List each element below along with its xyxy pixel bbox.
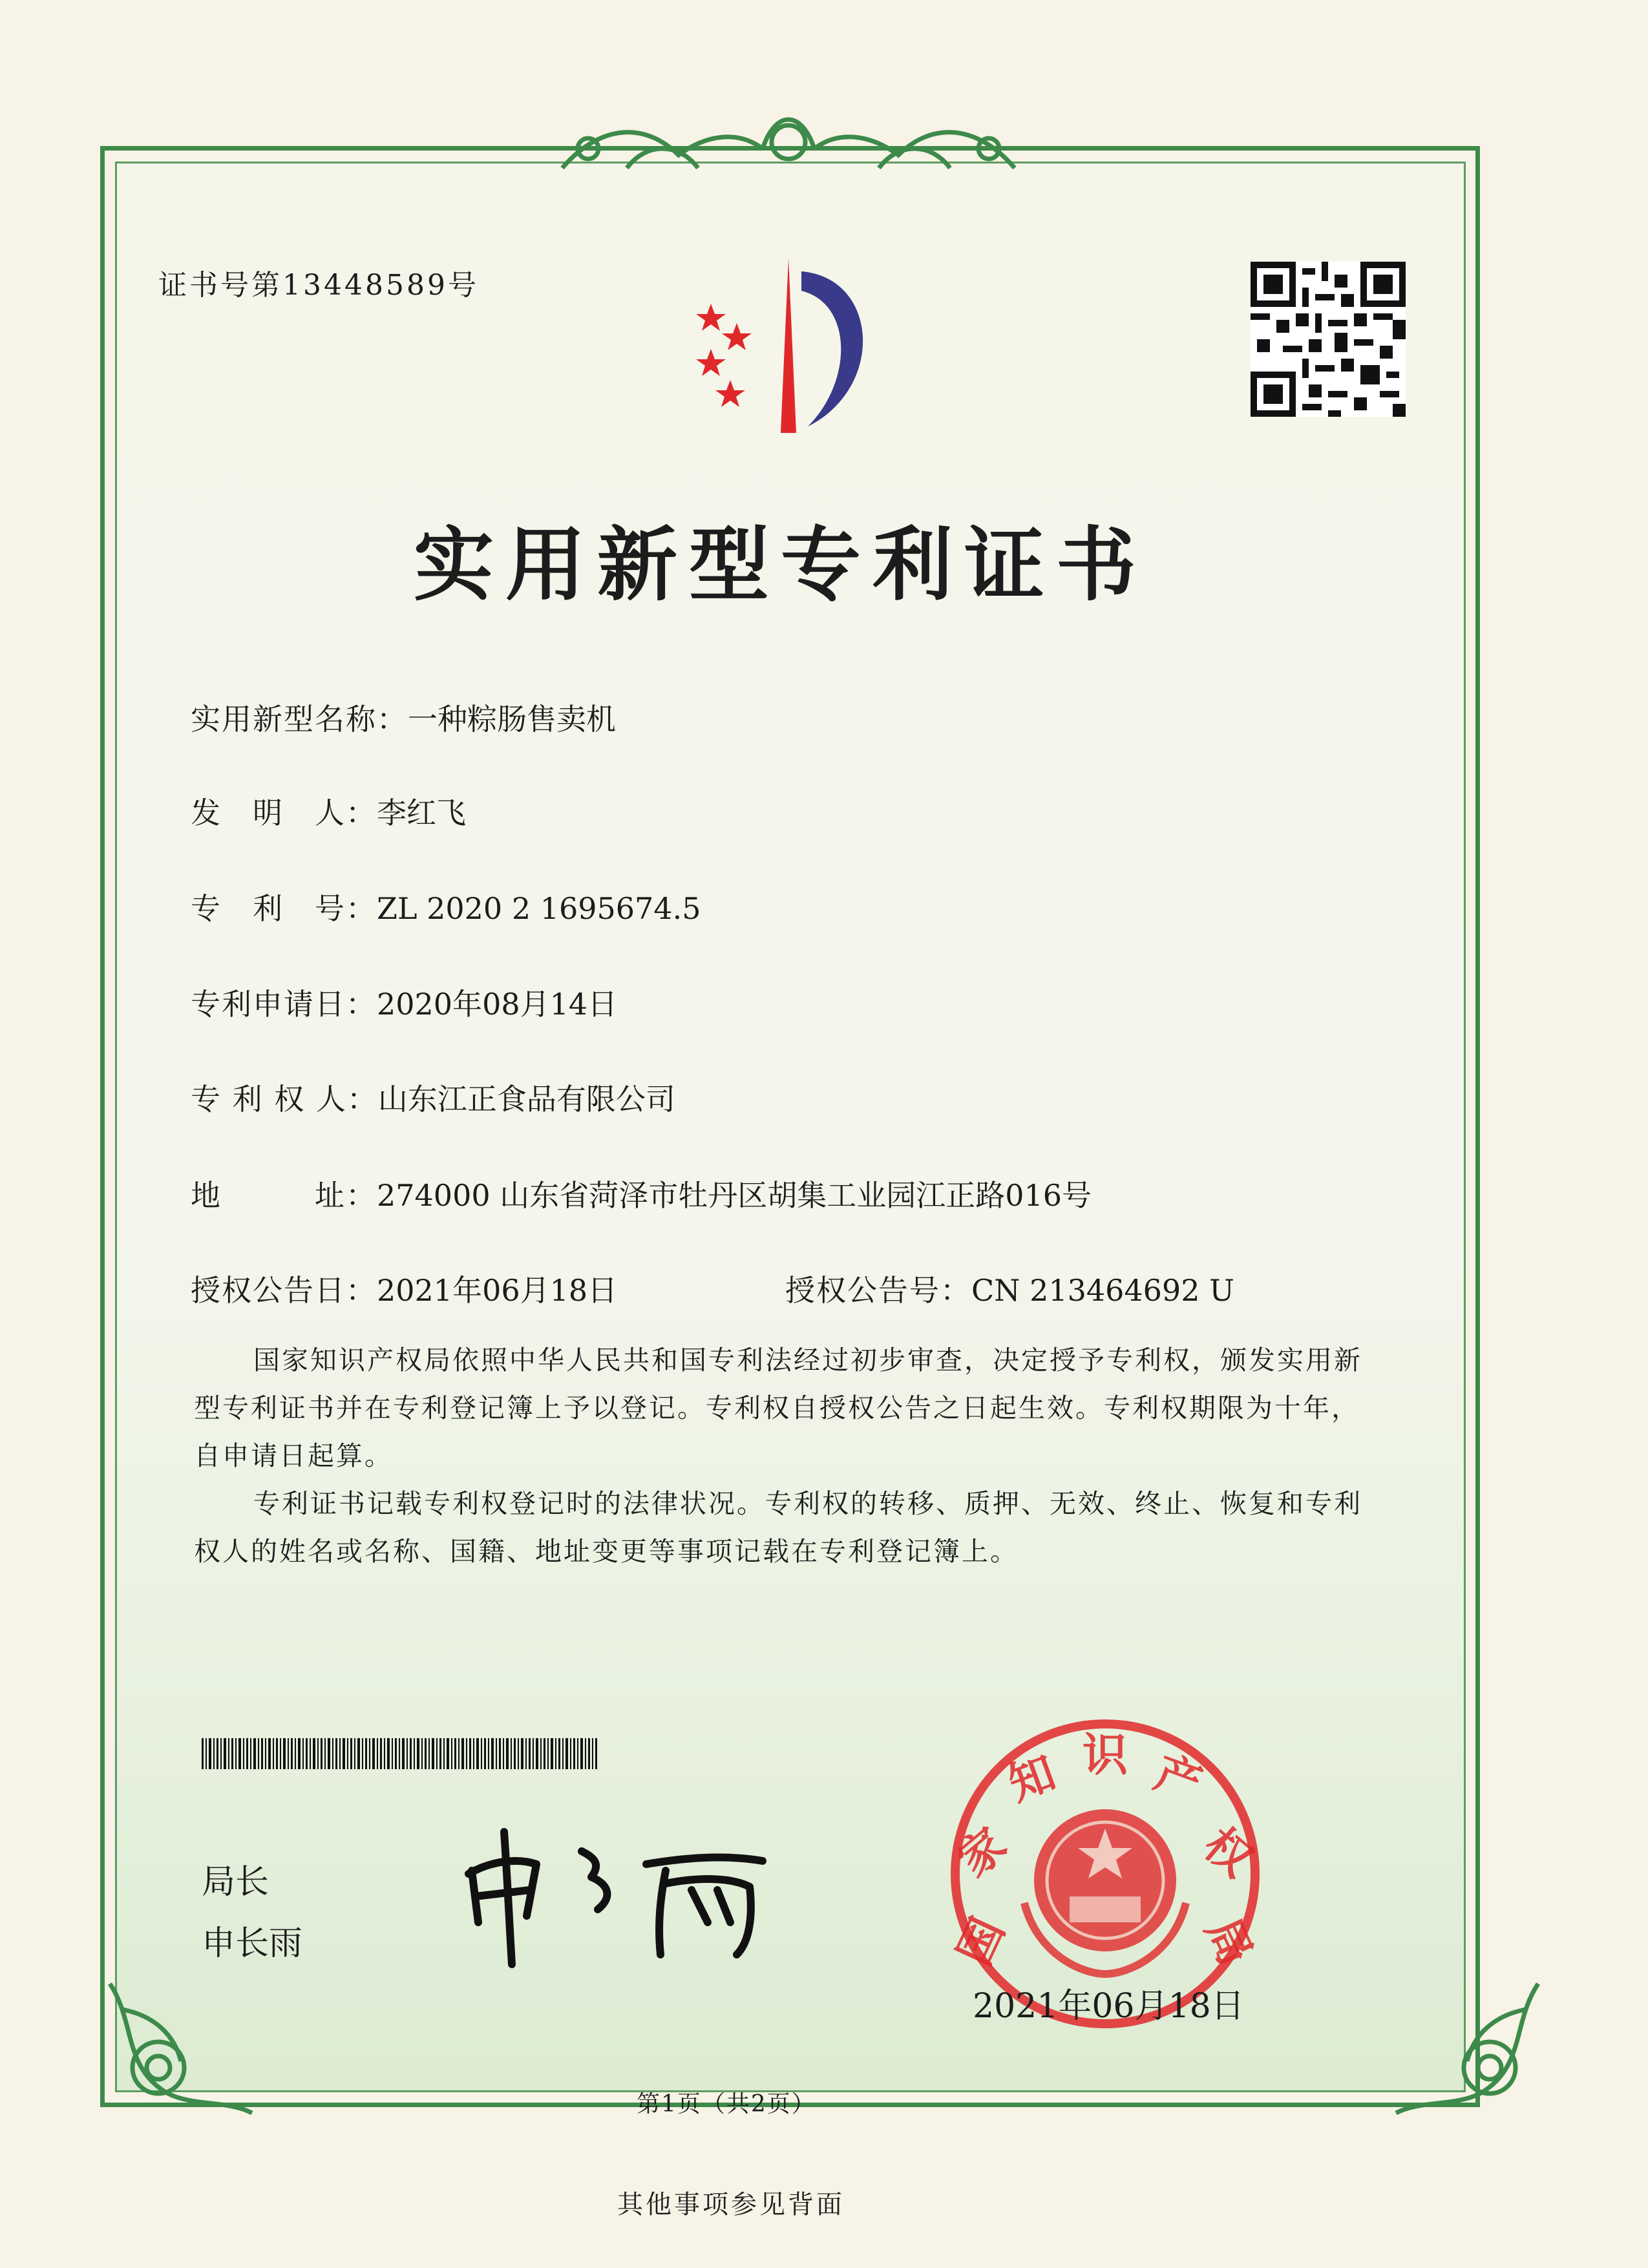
field-label: 授权公告日：	[191, 1273, 377, 1308]
field-label: 专 利 号：	[191, 891, 377, 926]
body-paragraph: 国家知识产权局依照中华人民共和国专利法经过初步审查，决定授予专利权，颁发实用新型专利证书并在专利登记簿上予以登记。专利权自授权公告之日起生效。专利权期限为十年，自申请日起算。	[194, 1345, 1362, 1471]
field-value: 2020年08月14日	[377, 987, 618, 1022]
address-row	[191, 1172, 1092, 1215]
field-label: 发 明 人：	[191, 795, 377, 830]
patentee-row	[191, 1076, 675, 1118]
inventor-row	[191, 790, 466, 832]
svg-text:家: 家	[947, 1817, 1017, 1887]
certificate-body	[194, 1336, 1383, 1575]
field-value: 274000 山东省菏泽市牡丹区胡集工业园江正路016号	[377, 1178, 1092, 1213]
patent-number-row	[191, 885, 701, 928]
field-label: 专利申请日：	[191, 987, 377, 1022]
certificate-title: 实用新型专利证书	[414, 519, 1148, 612]
page-indicator: 第1页（共2页）	[637, 2091, 816, 2117]
utility-model-name-row	[191, 696, 616, 739]
field-label: 地 址：	[191, 1178, 377, 1213]
field-label: 实用新型名称：	[191, 702, 408, 737]
field-value: 2021年06月18日	[377, 1273, 618, 1308]
field-label: 授权公告号：	[785, 1273, 971, 1308]
svg-text:权: 权	[1194, 1817, 1263, 1887]
svg-text:国: 国	[947, 1909, 1015, 1973]
announcement-number-row	[785, 1267, 1234, 1310]
svg-text:识: 识	[1083, 1728, 1128, 1781]
cnipa-logo	[666, 252, 911, 446]
svg-text:知: 知	[1001, 1745, 1062, 1811]
body-paragraph: 专利证书记载专利权登记时的法律状况。专利权的转移、质押、无效、终止、恢复和专利权人的姓名或名称、国籍、地址变更等事项记载在专利登记簿上。	[194, 1488, 1362, 1567]
director-name: 申长雨	[202, 1924, 303, 1963]
field-value: CN 213464692 U	[971, 1273, 1234, 1308]
announcement-date-row	[191, 1267, 617, 1310]
svg-text:产: 产	[1148, 1745, 1209, 1811]
barcode	[202, 1738, 597, 1769]
field-value: ZL 2020 2 1695674.5	[377, 891, 701, 926]
director-title: 局长	[202, 1863, 269, 1902]
qr-code	[1251, 262, 1406, 417]
field-label: 专 利 权 人：	[191, 1082, 378, 1117]
field-value: 李红飞	[377, 795, 466, 830]
application-date-row	[191, 981, 617, 1024]
bottom-left-ornament	[97, 1971, 265, 2126]
field-value: 一种粽肠售卖机	[408, 702, 616, 737]
field-value: 山东江正食品有限公司	[377, 1082, 675, 1117]
top-ornament	[549, 97, 1028, 187]
footer-note: 其他事项参见背面	[617, 2190, 845, 2220]
certificate-number: 证书号第13448589号	[158, 269, 479, 302]
bottom-right-ornament	[1383, 1971, 1551, 2126]
director-signature	[452, 1825, 788, 1974]
svg-text:局: 局	[1195, 1909, 1263, 1973]
seal-date: 2021年06月18日	[973, 1987, 1245, 2026]
